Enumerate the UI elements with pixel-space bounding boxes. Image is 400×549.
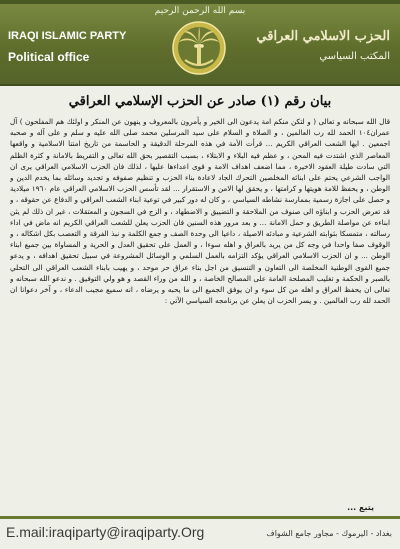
statement-title: بيان رقم (١) صادر عن الحزب الإسلامي العراقي: [68, 94, 332, 109]
letterhead-footer: [0, 516, 400, 549]
office-name-en: Political office: [8, 50, 90, 64]
header-bottom-line: [0, 84, 400, 86]
basmala-text: بسم الله الرحمن الرحيم: [154, 6, 246, 16]
party-name-en: IRAQI ISLAMIC PARTY: [8, 30, 127, 42]
office-address: بغداد - اليرموك - مجاور جامع الشواف: [266, 529, 392, 538]
header-top-line: [0, 0, 400, 4]
palm-tree-logo-icon: [170, 20, 228, 76]
letterhead-header: [0, 0, 400, 86]
office-name-ar: المكتب السياسي: [319, 51, 390, 62]
party-name-ar: الحزب الاسلامي العراقي: [256, 29, 390, 44]
continued-note: يتبع ...: [347, 503, 374, 512]
statement-body: قال الله سبحانه و تعالى ( و لتكن منكم امة يدعون الى الخير و يأمرون بالمعروف و ينهون عن المنكر و اولئك هم المفلحون ) آل عمران١٠٤ الحمد لله رب العالمين ، و الصلاة و السلام على سيد المرسلين محمد صلى الله عليه و سلم و على آله و صحبه اجمعين . ايها الشعب العراقي الكريم ... قرأت الأمة في هذه المرحلة الدقيقة و الحاسمة من تاريخ امتنا الاسلامية و واقعها المعاصر الذي اشتدت فيه المحن ، و عظم فيه البلاء و الابتلاء ، بسبب التقصير بحق الله تعالى و التفريط بالامانة و كثرة الظلم التي سادت طيلة العقود الاخيرة ، مما اضعف اهداف الامة و قوى اعداءها عليها ، لذلك فان الحزب الاسلامي العراقي يرى ان الواجب الشرعي يحتم على ابنائه المخلصين التحرك الجاد لاعادة بناء الحزب و تنظيم صفوفه و تجديد وسائله بما يخدم الدين و الوطن ، و يحفظ للامة هويتها و كرامتها ، و يحقق لها الامن و الاستقرار ... لقد تأسس الحزب الاسلامي العراقي عام ١٩٦٠ ميلادية و حصل على اجازة رسمية بممارسة نشاطه السياسي ، و كان له دور كبير في توعية ابناء الشعب العراقي و الدفاع عن حقوقه ، و قد تعرض الحزب و ابناؤه الى صنوف من الملاحقة و التضييق و الاضطهاد ، و الزج في السجون و المعتقلات ، غير ان ذلك لم يثن ابناءه عن مواصلة الطريق و حمل الامانة ... و بعد مرور هذه السنين فان الحزب يعلن للشعب العراقي الكريم انه ماض في اداء رسالته ، متمسكا بثوابته الشرعية و مبادئه الاصيلة ، داعيا الى وحدة الصف و جمع الكلمة و نبذ الفرقة و التعصب بكل اشكاله ، و الوقوف صفا واحدا في وجه كل من يريد بالعراق و اهله سوءا ، و العمل على تحقيق العدل و الحرية و المساواة بين جميع ابناء الوطن ... و ان الحزب الاسلامي العراقي يؤكد التزامه بالعمل السلمي و الوسائل المشروعة في سبيل تحقيق اهدافه ، و يدعو جميع القوى الوطنية المخلصة الى التعاون و التنسيق من اجل بناء عراق حر موحد ، و يهيب بابناء الشعب العراقي الى التحلي بالصبر و الحكمة و تغليب المصلحة العامة على المصالح الخاصة ، و الله من وراء القصد و هو ولي التوفيق . و ندعو الله سبحانه و تعالى ان يحفظ العراق و اهله من كل سوء و ان يوفق الجميع الى ما يحبه و يرضاه ، انه سميع مجيب الدعاء ، و آخر دعوانا ان الحمد لله رب العالمين . و يسر الحزب ان يعلن عن برنامجه السياسي الآتي :: [10, 117, 390, 306]
contact-email: E.mail:iraqiparty@iraqiparty.Org: [6, 524, 205, 540]
